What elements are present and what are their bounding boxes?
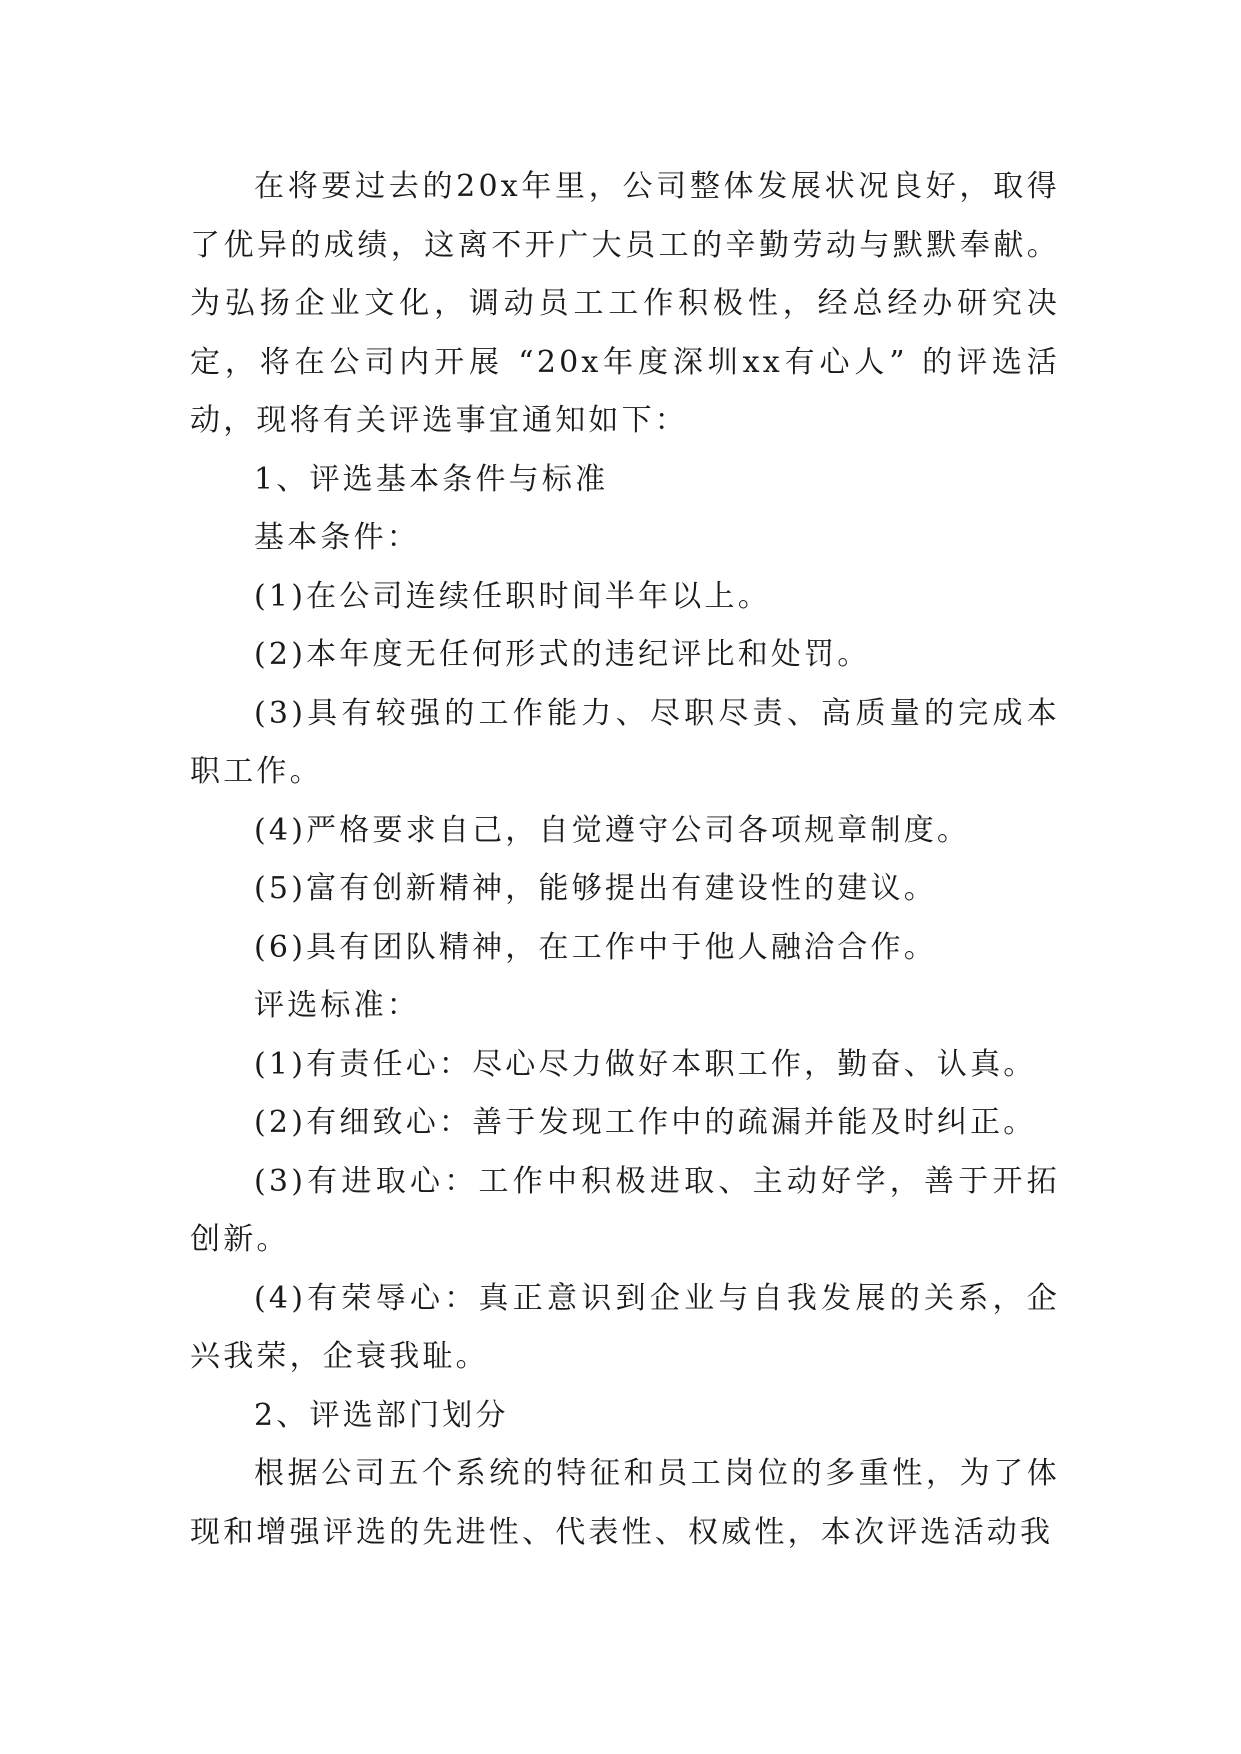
document-body	[190, 158, 1060, 1562]
condition-item-4: (4)严格要求自己，自觉遵守公司各项规章制度。	[254, 812, 971, 848]
condition-item-6: (6)具有团队精神，在工作中于他人融洽合作。	[254, 929, 937, 965]
standard-item-1: (1)有责任心：尽心尽力做好本职工作，勤奋、认真。	[254, 1046, 1037, 1082]
intro-paragraph: 在将要过去的20x年里，公司整体发展状况良好，取得了优异的成绩，这离不开广大员工的辛勤劳动与默默奉献。为弘扬企业文化，调动员工工作积极性，经总经办研究决定，将在公司内开展 “20x年度深圳xx有心人” 的评选活动，现将有关评选事宜通知如下：	[190, 169, 1060, 438]
subheading-standards: 评选标准：	[254, 988, 420, 1023]
condition-item-3: (3)具有较强的工作能力、尽职尽责、高质量的完成本职工作。	[190, 695, 1060, 789]
standard-item-3: (3)有进取心：工作中积极进取、主动好学，善于开拓创新。	[190, 1163, 1060, 1257]
standard-item-4: (4)有荣辱心：真正意识到企业与自我发展的关系，企兴我荣，企衰我耻。	[190, 1280, 1060, 1374]
condition-item-5: (5)富有创新精神，能够提出有建设性的建议。	[254, 871, 937, 906]
standard-item-2: (2)有细致心：善于发现工作中的疏漏并能及时纠正。	[254, 1105, 1037, 1140]
subheading-basic-conditions: 基本条件：	[254, 520, 420, 555]
condition-item-2: (2)本年度无任何形式的违纪评比和处罚。	[254, 637, 871, 672]
section-heading-criteria: 1、评选基本条件与标准	[254, 461, 609, 497]
section-heading-departments: 2、评选部门划分	[254, 1397, 509, 1433]
departments-paragraph: 根据公司五个系统的特征和员工岗位的多重性，为了体现和增强评选的先进性、代表性、权威性，本次评选活动我	[190, 1456, 1060, 1550]
condition-item-1: (1)在公司连续任职时间半年以上。	[254, 578, 771, 614]
